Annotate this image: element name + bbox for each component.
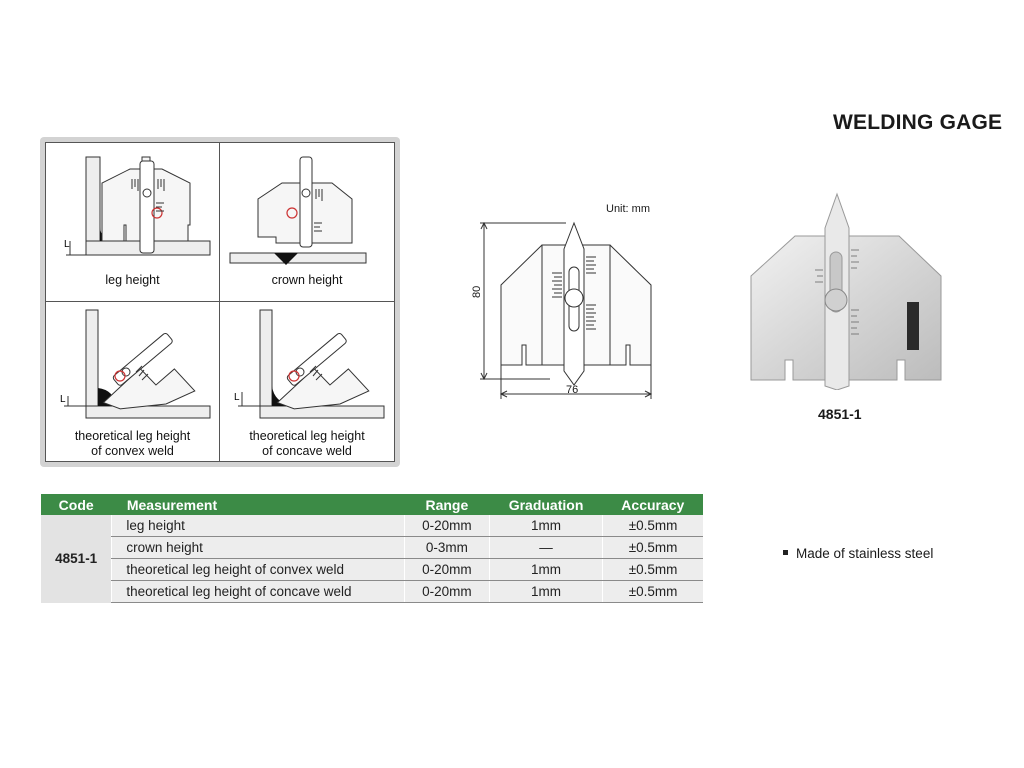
caption-line: theoretical leg height [74, 429, 191, 443]
convex-weld-marker: L [60, 394, 66, 405]
usage-diagram-grid [45, 142, 395, 462]
col-range: Range [404, 494, 489, 515]
convex-weld-caption [46, 429, 219, 459]
caption-line: leg height [105, 273, 160, 287]
concave-weld-marker: L [234, 392, 240, 403]
crown-height-diagram [220, 143, 394, 302]
table-row [41, 559, 704, 581]
caption-line: crown height [271, 273, 343, 287]
caption-line: of convex weld [91, 444, 174, 458]
feature-list-item [783, 546, 933, 561]
table-row [41, 581, 704, 603]
measurement-cell: leg height [112, 515, 404, 537]
accuracy-cell: ±0.5mm [603, 537, 703, 559]
accuracy-cell: ±0.5mm [603, 515, 703, 537]
table-header-row [41, 494, 704, 515]
technical-drawing [470, 195, 670, 405]
page-title: WELDING GAGE [833, 111, 1003, 134]
leg-height-caption [46, 273, 219, 288]
code-cell: 4851-1 [41, 515, 112, 603]
range-cell: 0-20mm [404, 581, 489, 603]
graduation-cell: — [489, 537, 602, 559]
accuracy-cell: ±0.5mm [603, 581, 703, 603]
product-model-label: 4851-1 [818, 406, 862, 422]
graduation-cell: 1mm [489, 559, 602, 581]
leg-height-marker: L [64, 239, 70, 250]
graduation-cell: 1mm [489, 515, 602, 537]
col-code: Code [41, 494, 112, 515]
concave-weld-diagram [220, 302, 394, 461]
product-photo [745, 190, 945, 390]
measurement-cell: theoretical leg height of convex weld [112, 559, 404, 581]
graduation-cell: 1mm [489, 581, 602, 603]
col-measurement: Measurement [112, 494, 404, 515]
measurement-cell: crown height [112, 537, 404, 559]
accuracy-cell: ±0.5mm [603, 559, 703, 581]
concave-weld-caption [220, 429, 394, 459]
range-cell: 0-20mm [404, 559, 489, 581]
spec-table [40, 494, 703, 603]
col-graduation: Graduation [489, 494, 602, 515]
convex-weld-diagram [46, 302, 220, 461]
range-cell: 0-3mm [404, 537, 489, 559]
feature-text: Made of stainless steel [796, 546, 934, 561]
table-row [41, 537, 704, 559]
height-dimension: 80 [471, 285, 483, 298]
crown-height-caption [220, 273, 394, 288]
unit-label: Unit: mm [606, 203, 650, 215]
usage-diagram-panel [40, 137, 400, 467]
caption-line: theoretical leg height [249, 429, 365, 443]
bullet-icon [783, 550, 788, 555]
table-row [41, 515, 704, 537]
measurement-cell: theoretical leg height of concave weld [112, 581, 404, 603]
leg-height-diagram [46, 143, 220, 302]
col-accuracy: Accuracy [603, 494, 703, 515]
caption-line: of concave weld [262, 444, 352, 458]
width-dimension: 76 [566, 384, 579, 396]
range-cell: 0-20mm [404, 515, 489, 537]
